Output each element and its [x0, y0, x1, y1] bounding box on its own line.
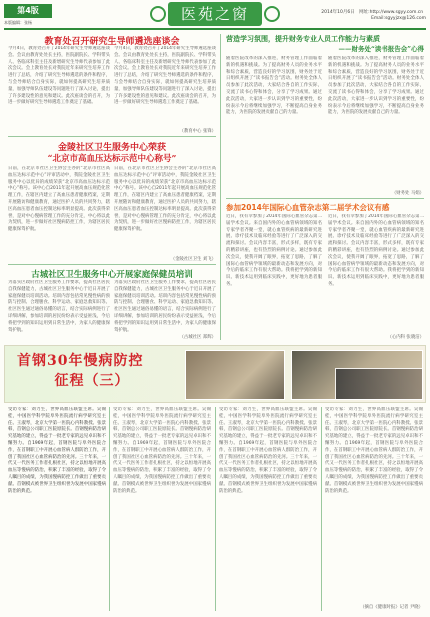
article-2-body-col2: 日前，在北京市社区卫生协会主办的“北京市社区高血压达标示范中心”评审活动中，我院金陵社区卫生服务中心以优异的成绩荣获“北京市高血压达标示范中心”称号。该中心自2011年起开展高血压规范化管理工作，在辖区内建立了高血压患者健康档案，定期开展随访和健康教育，通过医护人员的共同努力，辖区高血压患者血压控制达标率明显提高。此次获得荣誉，是对中心慢病管理工作的充分肯定，中心将以此为契机，进一步做好社区慢病防控工作，为辖区居民健康保驾护航。: [114, 166, 216, 233]
feature-body-col1: 受访专家：刘力生，世界高血压联盟主席。吴锡桂，中国医学科学院阜外医院流行病学研究室主任。王淑琴，北京大学第一医院心内科教授。张景韩，首钢总公司职工医院原院长。首钢慢病防治研究基地的建立，得益于一批老专家的远见卓识和不懈努力。自1969年起，首钢医院与阜外医院合作，在首钢职工中开展心血管病人群防治工作，开创了我国社区心血管病防治的先河。三十年来，一代又一代医务工作者扎根社区，持之以恒地开展高血压等慢病的防治，积累了丰富的经验，取得了令人瞩目的成绩，为我国慢病防控工作做出了重要贡献。首钢模式被世界卫生组织誉为发展中国家慢病防治的典范。: [8, 407, 106, 494]
article-divider: [8, 264, 216, 265]
banner-title: 首钢30年慢病防控: [17, 353, 144, 369]
contact-email[interactable]: Email:sgyyjzx@126.com: [371, 16, 426, 21]
feature-body-col4: 受访专家：刘力生，世界高血压联盟主席。吴锡桂，中国医学科学院阜外医院流行病学研究室主任。王淑琴，北京大学第一医院心内科教授。张景韩，首钢总公司职工医院原院长。首钢慢病防治研究基地的建立，得益于一批老专家的远见卓识和不懈努力。自1969年起，首钢医院与阜外医院合作，在首钢职工中开展心血管病人群防治工作，开创了我国社区心血管病防治的先河。三十年来，一代又一代医务工作者扎根社区，持之以恒地开展高血压等慢病的防治，积累了丰富的经验，取得了令人瞩目的成绩，为我国慢病防控工作做出了重要贡献。首钢模式被世界卫生组织誉为发展中国家慢病防治的典范。: [325, 407, 423, 494]
article-5-title: 参加2014年国际心血管杂志第二届学术会议有感: [226, 203, 390, 212]
banner-photo-team: [335, 368, 423, 400]
article-4-subtitle: ——财务处“读书报告会”心得: [338, 45, 424, 53]
header-rule: [4, 28, 426, 30]
article-divider: [226, 198, 424, 199]
article-2-body-col1: 日前，在北京市社区卫生协会主办的“北京市社区高血压达标示范中心”评审活动中，我院金陵社区卫生服务中心以优异的成绩荣获“北京市高血压达标示范中心”称号。该中心自2011年起开展高血压规范化管理工作，在辖区内建立了高血压患者健康档案，定期开展随访和健康教育，通过医护人员的共同努力，辖区高血压患者血压控制达标率明显提高。此次获得荣誉，是对中心慢病管理工作的充分肯定，中心将以此为契机，进一步做好社区慢病防控工作，为辖区居民健康保驾护航。: [8, 166, 110, 233]
article-2-title: 金陵社区卫生服务中心荣获: [57, 143, 166, 153]
article-4-body-col2: 随着医院改革的深入推进，财务管理工作面临着新的机遇和挑战。为了提高财务人员的业务水平和综合素质，营造良好的学习氛围，财务处于近日组织开展了“读书报告会”活动。财务处全体人员参加了此次活动，大家结合各自的工作实际，交流了读书心得和体会，分享了学习成果。通过此次活动，大家进一步认识到学习的重要性，纷纷表示今后将继续加强学习，不断提高自身业务能力，为医院的发展贡献自己的力量。: [328, 56, 424, 116]
header-info: [276, 10, 426, 22]
article-3-body-col2: 为落实区政府社区卫生服务工作要求，提高社区居民自我保健能力，古城社区卫生服务中心于近日开展了家庭保健员培训活动。培训内容包括常见慢性病的预防与控制、合理膳食、科学运动、家庭急救知识等。社区医生通过通俗易懂的语言，结合实际病例进行了详细讲解，参加培训的居民纷纷表示受益匪浅，今后将把学到的知识运用到日常生活中，为家人的健康保驾护航。: [114, 280, 216, 333]
feature-body-col3: 受访专家：刘力生，世界高血压联盟主席。吴锡桂，中国医学科学院阜外医院流行病学研究室主任。王淑琴，北京大学第一医院心内科教授。张景韩，首钢总公司职工医院原院长。首钢慢病防治研究基地的建立，得益于一批老专家的远见卓识和不懈努力。自1969年起，首钢医院与阜外医院合作，在首钢职工中开展心血管病人群防治工作，开创了我国社区心血管病防治的先河。三十年来，一代又一代医务工作者扎根社区，持之以恒地开展高血压等慢病的防治，积累了丰富的经验，取得了令人瞩目的成绩，为我国慢病防控工作做出了重要贡献。首钢模式被世界卫生组织誉为发展中国家慢病防治的典范。: [219, 407, 317, 494]
article-4-title: 营造学习氛围，提升财务专业人员工作能力与素质: [226, 34, 380, 43]
article-3-byline: （古城社区 郑辉）: [179, 335, 216, 340]
article-2-subtitle: “北京市高血压达标示范中心称号”: [47, 154, 177, 164]
feature-banner: [4, 345, 426, 403]
article-3-title: 古城社区卫生服务中心开展家庭保健员培训: [31, 270, 193, 280]
article-4-byline: （财务处 马娟）: [391, 191, 424, 196]
column-divider: [109, 407, 110, 611]
feature-byline: （摘自《健康时报》记者 尹晓）: [360, 605, 423, 610]
article-1-body-col1: 今月4日，教育处召开了2014年研究生导师遴选座谈会。会议由教育处处长主持，医院副院长、学科带头人、各临床科室主任及新增研究生导师代表参加了此次会议。会上教育处长对我院近年来研究生培养工作进行了总结，介绍了研究生导师遴选的条件和程序，与会导师结合自身实际，就如何提高研究生培养质量，加强导师队伍建设等问题进行了深入讨论，提出了许多建设性的意见和建议。此次座谈会的召开，为进一步做好研究生导师遴选工作奠定了基础。: [8, 46, 110, 106]
article-4-body-col1: 随着医院改革的深入推进，财务管理工作面临着新的机遇和挑战。为了提高财务人员的业务水平和综合素质，营造良好的学习氛围，财务处于近日组织开展了“读书报告会”活动。财务处全体人员参加了此次活动，大家结合各自的工作实际，交流了读书心得和体会，分享了学习成果。通过此次活动，大家进一步认识到学习的重要性，纷纷表示今后将继续加强学习，不断提高自身业务能力，为医院的发展贡献自己的力量。: [226, 56, 322, 116]
banner-subtitle: 征程（三）: [54, 373, 130, 389]
column-divider: [321, 407, 322, 611]
column-divider: [220, 34, 221, 340]
banner-photo-meeting: [185, 350, 285, 400]
article-5-body-col1: 近日，我有幸参加了2014年国际心血管杂志第二届学术会议。来自国内外的心血管病领域的知名专家学者齐聚一堂，就心血管疾病的最新研究进展、诊疗技术及临床经验等进行了广泛深入的交流和探讨。会议内容丰富，形式多样，既有专家的精彩讲座，也有热烈的病例讨论。通过参加此次会议，使我开阔了眼界，拓宽了思路，了解了国际心血管病学领域的最新动态和发展方向，对今后的临床工作有很大帮助。我将把学到的新知识、新技术运用到临床实践中，更好地为患者服务。: [226, 214, 322, 287]
article-3-body-col1: 为落实区政府社区卫生服务工作要求，提高社区居民自我保健能力，古城社区卫生服务中心于近日开展了家庭保健员培训活动。培训内容包括常见慢性病的预防与控制、合理膳食、科学运动、家庭急救知识等。社区医生通过通俗易懂的语言，结合实际病例进行了详细讲解，参加培训的居民纷纷表示受益匪浅，今后将把学到的知识运用到日常生活中，为家人的健康保驾护航。: [8, 280, 110, 333]
masthead-title: 医苑之窗: [168, 2, 262, 26]
article-1-byline: （教育中心 张锋）: [179, 129, 216, 134]
page-number-tab: 第4版: [4, 4, 52, 18]
masthead-ornament-left: [150, 6, 166, 22]
article-5-body-col2: 近日，我有幸参加了2014年国际心血管杂志第二届学术会议。来自国内外的心血管病领域的知名专家学者齐聚一堂，就心血管疾病的最新研究进展、诊疗技术及临床经验等进行了广泛深入的交流和探讨。会议内容丰富，形式多样，既有专家的精彩讲座，也有热烈的病例讨论。通过参加此次会议，使我开阔了眼界，拓宽了思路，了解了国际心血管病学领域的最新动态和发展方向，对今后的临床工作有很大帮助。我将把学到的新知识、新技术运用到临床实践中，更好地为患者服务。: [328, 214, 424, 287]
article-divider: [8, 136, 216, 137]
article-5-byline: （心内科 张晓洁）: [387, 335, 424, 340]
article-2-byline: （金陵社区卫生 刘飞）: [170, 257, 216, 262]
feature-body-col2: 受访专家：刘力生，世界高血压联盟主席。吴锡桂，中国医学科学院阜外医院流行病学研究室主任。王淑琴，北京大学第一医院心内科教授。张景韩，首钢总公司职工医院原院长。首钢慢病防治研究基地的建立，得益于一批老专家的远见卓识和不懈努力。自1969年起，首钢医院与阜外医院合作，在首钢职工中开展心血管病人群防治工作，开创了我国社区心血管病防治的先河。三十年来，一代又一代医务工作者扎根社区，持之以恒地开展高血压等慢病的防治，积累了丰富的经验，取得了令人瞩目的成绩，为我国慢病防控工作做出了重要贡献。首钢模式被世界卫生组织誉为发展中国家慢病防治的典范。: [113, 407, 211, 494]
article-1-body-col2: 今月4日，教育处召开了2014年研究生导师遴选座谈会。会议由教育处处长主持，医院副院长、学科带头人、各临床科室主任及新增研究生导师代表参加了此次会议。会上教育处长对我院近年来研究生培养工作进行了总结，介绍了研究生导师遴选的条件和程序，与会导师结合自身实际，就如何提高研究生培养质量，加强导师队伍建设等问题进行了深入讨论，提出了许多建设性的意见和建议。此次座谈会的召开，为进一步做好研究生导师遴选工作奠定了基础。: [114, 46, 216, 106]
website-url[interactable]: 网址:http://www.sgyy.com.cn: [359, 10, 424, 15]
editor-credit: 本版编辑：张杨: [4, 20, 32, 25]
issue-date: 2014年10月6日: [321, 10, 355, 15]
feature-article: [4, 407, 426, 613]
article-1-title: 教育处召开研究生导师遴选座谈会: [44, 37, 180, 47]
column-divider: [215, 407, 216, 611]
